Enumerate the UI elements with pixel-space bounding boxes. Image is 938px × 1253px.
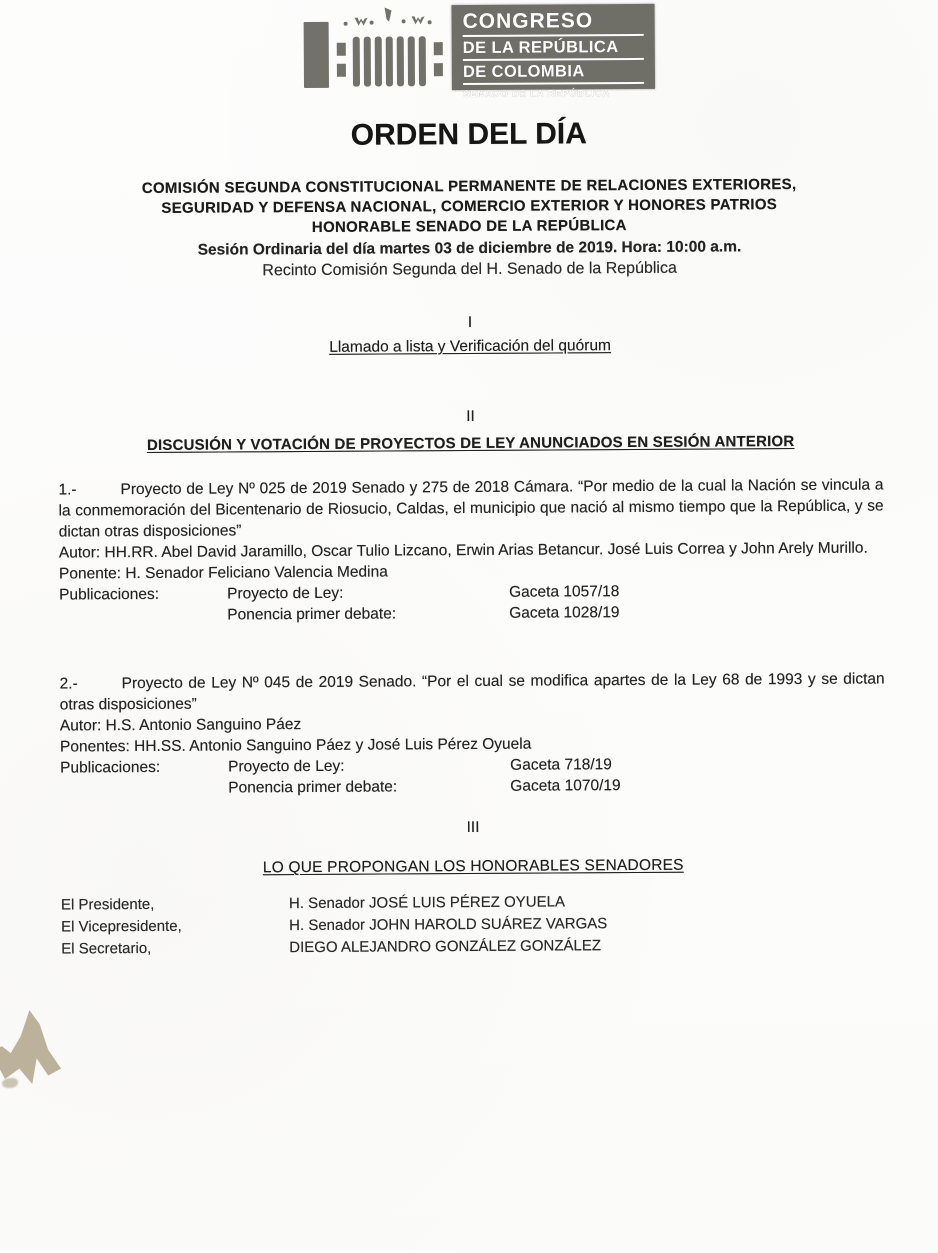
- section-numeral-3: III: [466, 818, 480, 837]
- session-line: Sesión Ordinaria del día martes 03 de diciembre de 2019. Hora: 10:00 a.m.: [197, 238, 742, 259]
- section-numeral-2: II: [466, 407, 475, 426]
- signature-name-secretario: DIEGO ALEJANDRO GONZÁLEZ GONZÁLEZ: [289, 937, 602, 957]
- publicaciones-spacer: [59, 604, 227, 626]
- bill-2-publicaciones: [60, 752, 885, 799]
- bill-item-2: [60, 668, 886, 799]
- commission-line-3: HONORABLE SENADO DE LA REPÚBLICA: [311, 217, 627, 236]
- bill-2-text: Proyecto de Ley Nº 045 de 2019 Senado. “Por el cual se modifica apartes de la Ley 68 de 1993 y se dictan otras disposiciones”: [59, 670, 885, 714]
- publicacion-gaceta: Gaceta 1028/19: [509, 604, 620, 622]
- bill-1-publicaciones: [59, 579, 884, 626]
- publicacion-doc-label: Proyecto de Ley:: [227, 584, 344, 603]
- bill-1-number: 1.-: [58, 481, 77, 499]
- section-numeral-1: I: [467, 313, 473, 332]
- signature-block: [61, 889, 886, 960]
- signature-name-presidente: H. Senador JOSÉ LUIS PÉREZ OYUELA: [288, 893, 565, 913]
- bill-1-ponente: Ponente: H. Senador Feliciano Valencia Medina: [58, 563, 388, 583]
- bill-1-autor: Autor: HH.RR. Abel David Jaramillo, Oscar Tulio Lizcano, Erwin Arias Betancur. José Luis Correa y John Arely Murillo.: [58, 539, 868, 562]
- publicacion-doc-label: Ponencia primer debate:: [227, 605, 397, 624]
- logo-line-congreso: CONGRESO: [463, 9, 644, 37]
- bill-2-paragraph: [60, 668, 885, 715]
- logo-line-republica: DE LA REPÚBLICA: [463, 36, 644, 61]
- logo-line-senado: SENADO DE LA REPÚBLICA: [463, 88, 611, 101]
- page-title: ORDEN DEL DÍA: [350, 117, 587, 152]
- publicacion-gaceta: Gaceta 1057/18: [509, 583, 620, 601]
- publicaciones-spacer: [60, 777, 228, 799]
- publicaciones-label: Publicaciones:: [59, 585, 160, 604]
- commission-line-1: COMISIÓN SEGUNDA CONSTITUCIONAL PERMANENTE DE RELACIONES EXTERIORES,: [141, 175, 797, 197]
- signature-names: [289, 889, 886, 959]
- publicacion-doc-label: Proyecto de Ley:: [228, 757, 345, 776]
- signature-role-vicepresidente: El Vicepresidente,: [61, 917, 182, 936]
- logo-line-colombia: DE COLOMBIA: [463, 60, 644, 85]
- bill-2-ponente: Ponentes: HH.SS. Antonio Sanguino Páez y José Luis Pérez Oyuela: [59, 735, 532, 756]
- commission-line-2: SEGURIDAD Y DEFENSA NACIONAL, COMERCIO EXTERIOR Y HONORES PATRIOS: [161, 196, 778, 217]
- signature-roles: [61, 893, 289, 960]
- publicacion-gaceta: Gaceta 718/19: [510, 756, 612, 774]
- signature-role-secretario: El Secretario,: [61, 939, 152, 958]
- publicacion-doc-label: Ponencia primer debate:: [228, 778, 398, 797]
- signature-name-vicepresidente: H. Senador JOHN HAROLD SUÁREZ VARGAS: [289, 915, 608, 935]
- section-heading-quorum: Llamado a lista y Verificación del quórum: [329, 337, 611, 356]
- bill-2-number: 2.-: [59, 675, 78, 693]
- bill-2-autor: Autor: H.S. Antonio Sanguino Páez: [59, 716, 302, 735]
- bill-1-text: Proyecto de Ley Nº 025 de 2019 Senado y 275 de 2018 Cámara. “Por medio de la cual la Nación se vincula a la conmemoración del Bicentenario de Riosucio, Caldas, el municipio que nació al mismo tiempo que la República, y se dictan otras disposiciones”: [58, 476, 884, 541]
- publicaciones-label: Publicaciones:: [60, 758, 161, 777]
- congress-columns-icon: [300, 5, 453, 92]
- congress-logo: [65, 2, 891, 101]
- venue-line: Recinto Comisión Segunda del H. Senado de la República: [262, 259, 677, 280]
- bill-1-paragraph: [58, 474, 883, 542]
- congress-logo-textbox: [452, 4, 656, 101]
- section-heading-proposiciones: LO QUE PROPONGAN LOS HONORABLES SENADORES: [262, 856, 684, 877]
- signature-role-presidente: El Presidente,: [60, 895, 155, 914]
- section-heading-discusion: DISCUSIÓN Y VOTACIÓN DE PROYECTOS DE LEY ANUNCIADOS EN SESIÓN ANTERIOR: [146, 433, 795, 454]
- commission-heading: [57, 174, 882, 239]
- publicacion-gaceta: Gaceta 1070/19: [510, 777, 621, 795]
- bill-item-1: [58, 474, 884, 626]
